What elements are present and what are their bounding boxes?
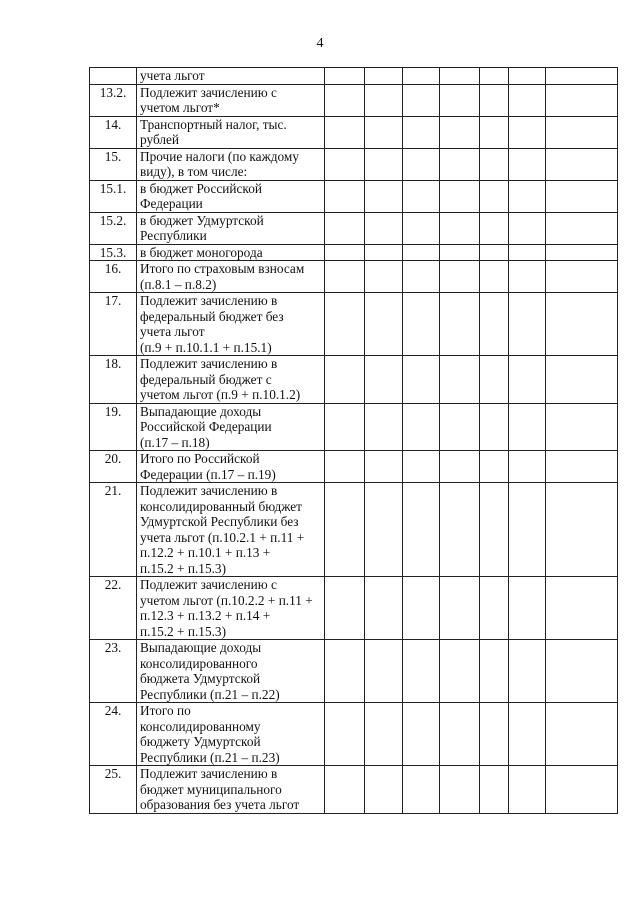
value-cell	[480, 640, 509, 703]
row-number: 13.2.	[90, 84, 137, 116]
value-cell	[480, 68, 509, 85]
row-number: 22.	[90, 577, 137, 640]
table-row	[90, 68, 618, 85]
value-cell	[365, 244, 403, 261]
row-description: Подлежит зачислению с учетом льгот*	[137, 84, 325, 116]
value-cell	[403, 403, 440, 451]
value-cell	[365, 403, 403, 451]
value-cell	[480, 483, 509, 577]
row-number: 15.1.	[90, 180, 137, 212]
row-description: Итого по страховым взносам (п.8.1 – п.8.2)	[137, 261, 325, 293]
table-row	[90, 766, 618, 814]
value-cell	[546, 451, 618, 483]
value-cell	[480, 261, 509, 293]
value-cell	[440, 293, 480, 356]
value-cell	[509, 293, 546, 356]
row-number: 17.	[90, 293, 137, 356]
value-cell	[440, 703, 480, 766]
value-cell	[403, 483, 440, 577]
value-cell	[440, 640, 480, 703]
row-description: Транспортный налог, тыс. рублей	[137, 116, 325, 148]
value-cell	[480, 356, 509, 404]
value-cell	[365, 577, 403, 640]
value-cell	[403, 293, 440, 356]
row-description: Подлежит зачислению в федеральный бюджет с учетом льгот (п.9 + п.10.1.2)	[137, 356, 325, 404]
value-cell	[546, 640, 618, 703]
value-cell	[365, 451, 403, 483]
row-number: 15.3.	[90, 244, 137, 261]
row-number: 24.	[90, 703, 137, 766]
value-cell	[480, 577, 509, 640]
value-cell	[480, 293, 509, 356]
row-description: в бюджет моногорода	[137, 244, 325, 261]
value-cell	[325, 84, 365, 116]
value-cell	[440, 116, 480, 148]
value-cell	[509, 180, 546, 212]
value-cell	[546, 68, 618, 85]
value-cell	[325, 356, 365, 404]
value-cell	[365, 84, 403, 116]
value-cell	[546, 403, 618, 451]
table-row	[90, 84, 618, 116]
value-cell	[546, 244, 618, 261]
value-cell	[403, 68, 440, 85]
value-cell	[365, 68, 403, 85]
value-cell	[509, 577, 546, 640]
value-cell	[403, 766, 440, 814]
value-cell	[546, 180, 618, 212]
value-cell	[325, 116, 365, 148]
value-cell	[546, 483, 618, 577]
value-cell	[480, 116, 509, 148]
value-cell	[440, 148, 480, 180]
indicators-table	[89, 67, 618, 814]
row-number: 25.	[90, 766, 137, 814]
value-cell	[509, 212, 546, 244]
value-cell	[403, 451, 440, 483]
value-cell	[440, 84, 480, 116]
row-description: Подлежит зачислению в федеральный бюджет без учета льгот (п.9 + п.10.1.1 + п.15.1)	[137, 293, 325, 356]
value-cell	[325, 451, 365, 483]
value-cell	[509, 244, 546, 261]
value-cell	[509, 356, 546, 404]
table-row	[90, 244, 618, 261]
value-cell	[546, 766, 618, 814]
value-cell	[440, 180, 480, 212]
value-cell	[325, 180, 365, 212]
value-cell	[403, 84, 440, 116]
row-number: 16.	[90, 261, 137, 293]
value-cell	[325, 577, 365, 640]
value-cell	[403, 116, 440, 148]
value-cell	[480, 703, 509, 766]
value-cell	[325, 212, 365, 244]
value-cell	[440, 212, 480, 244]
row-description: учета льгот	[137, 68, 325, 85]
value-cell	[546, 116, 618, 148]
table-row	[90, 483, 618, 577]
row-number: 15.	[90, 148, 137, 180]
value-cell	[440, 403, 480, 451]
value-cell	[365, 356, 403, 404]
table-row	[90, 148, 618, 180]
value-cell	[440, 68, 480, 85]
value-cell	[403, 703, 440, 766]
value-cell	[365, 766, 403, 814]
value-cell	[509, 451, 546, 483]
table-row	[90, 116, 618, 148]
value-cell	[325, 483, 365, 577]
value-cell	[480, 148, 509, 180]
value-cell	[325, 244, 365, 261]
value-cell	[325, 68, 365, 85]
value-cell	[403, 577, 440, 640]
value-cell	[325, 261, 365, 293]
value-cell	[403, 640, 440, 703]
value-cell	[325, 293, 365, 356]
value-cell	[365, 148, 403, 180]
value-cell	[480, 766, 509, 814]
value-cell	[480, 84, 509, 116]
value-cell	[546, 212, 618, 244]
value-cell	[546, 577, 618, 640]
table-row	[90, 451, 618, 483]
row-number: 20.	[90, 451, 137, 483]
value-cell	[480, 451, 509, 483]
value-cell	[509, 403, 546, 451]
table-row	[90, 640, 618, 703]
row-description: Прочие налоги (по каждому виду), в том числе:	[137, 148, 325, 180]
value-cell	[546, 293, 618, 356]
value-cell	[403, 180, 440, 212]
value-cell	[546, 148, 618, 180]
table-body	[90, 68, 618, 814]
value-cell	[365, 703, 403, 766]
value-cell	[480, 403, 509, 451]
value-cell	[509, 148, 546, 180]
value-cell	[403, 356, 440, 404]
value-cell	[403, 148, 440, 180]
value-cell	[365, 483, 403, 577]
value-cell	[403, 212, 440, 244]
row-description: Подлежит зачислению в консолидированный бюджет Удмуртской Республики без учета льгот (п.10.2.1 + п.11 + п.12.2 + п.10.1 + п.13 + п.15.2 + п.15.3)	[137, 483, 325, 577]
row-description: Подлежит зачислению с учетом льгот (п.10.2.2 + п.11 + п.12.3 + п.13.2 + п.14 + п.15.2 + п.15.3)	[137, 577, 325, 640]
table-row	[90, 293, 618, 356]
value-cell	[325, 766, 365, 814]
row-number	[90, 68, 137, 85]
value-cell	[546, 356, 618, 404]
value-cell	[440, 244, 480, 261]
value-cell	[480, 244, 509, 261]
value-cell	[365, 212, 403, 244]
value-cell	[325, 403, 365, 451]
value-cell	[546, 84, 618, 116]
row-number: 23.	[90, 640, 137, 703]
row-description: Выпадающие доходы консолидированного бюджета Удмуртской Республики (п.21 – п.22)	[137, 640, 325, 703]
row-number: 18.	[90, 356, 137, 404]
table-row	[90, 180, 618, 212]
value-cell	[325, 640, 365, 703]
value-cell	[509, 261, 546, 293]
row-description: в бюджет Российской Федерации	[137, 180, 325, 212]
row-number: 21.	[90, 483, 137, 577]
value-cell	[480, 212, 509, 244]
value-cell	[365, 261, 403, 293]
page-number: 4	[316, 36, 324, 51]
value-cell	[440, 451, 480, 483]
value-cell	[365, 180, 403, 212]
value-cell	[509, 703, 546, 766]
row-description: Выпадающие доходы Российской Федерации (п.17 – п.18)	[137, 403, 325, 451]
row-description: Итого по Российской Федерации (п.17 – п.19)	[137, 451, 325, 483]
value-cell	[365, 116, 403, 148]
table-row	[90, 212, 618, 244]
table-row	[90, 261, 618, 293]
value-cell	[480, 180, 509, 212]
row-description: Итого по консолидированному бюджету Удмуртской Республики (п.21 – п.23)	[137, 703, 325, 766]
value-cell	[403, 261, 440, 293]
table-row	[90, 356, 618, 404]
table-row	[90, 403, 618, 451]
value-cell	[509, 84, 546, 116]
value-cell	[509, 68, 546, 85]
value-cell	[509, 116, 546, 148]
table-row	[90, 703, 618, 766]
value-cell	[325, 148, 365, 180]
row-description: в бюджет Удмуртской Республики	[137, 212, 325, 244]
value-cell	[509, 640, 546, 703]
value-cell	[325, 703, 365, 766]
row-number: 15.2.	[90, 212, 137, 244]
value-cell	[440, 356, 480, 404]
value-cell	[509, 483, 546, 577]
value-cell	[403, 244, 440, 261]
table-row	[90, 577, 618, 640]
value-cell	[365, 293, 403, 356]
row-number: 19.	[90, 403, 137, 451]
row-number: 14.	[90, 116, 137, 148]
row-description: Подлежит зачислению в бюджет муниципального образования без учета льгот	[137, 766, 325, 814]
value-cell	[440, 766, 480, 814]
value-cell	[440, 483, 480, 577]
value-cell	[546, 261, 618, 293]
value-cell	[440, 577, 480, 640]
value-cell	[365, 640, 403, 703]
value-cell	[509, 766, 546, 814]
value-cell	[546, 703, 618, 766]
value-cell	[440, 261, 480, 293]
